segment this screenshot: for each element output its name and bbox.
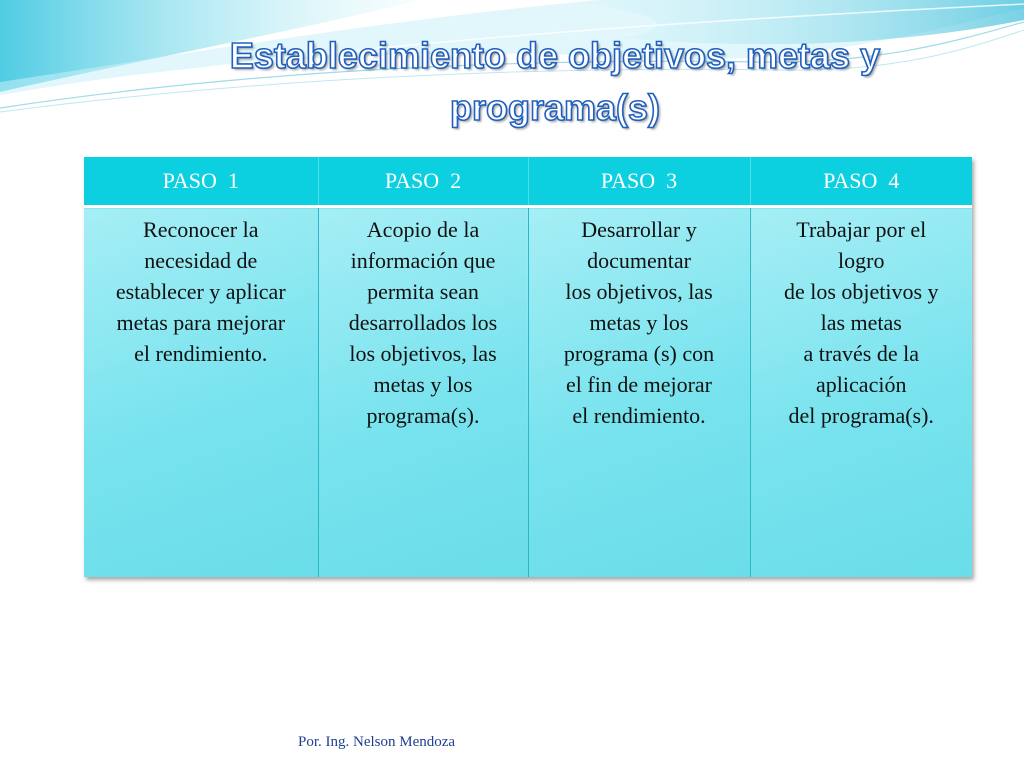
table-row (84, 207, 972, 578)
cell-line: necesidad de (144, 248, 258, 273)
cell-line: de los objetivos y (783, 279, 939, 304)
cell-step-2 (318, 207, 528, 578)
cell-line: Reconocer la (143, 217, 259, 242)
slide-title-line-2: programa(s) (449, 87, 661, 128)
header-step-3: PASO 3 (528, 157, 750, 207)
cell-line: permita sean (367, 279, 479, 304)
cell-line: los objetivos, las (565, 279, 713, 304)
table-header-row (84, 157, 972, 207)
slide-title (150, 30, 960, 134)
header-step-4: PASO 4 (750, 157, 972, 207)
cell-line: logro (838, 248, 885, 273)
cell-line: metas para mejorar (116, 310, 286, 335)
cell-line: información que (350, 248, 496, 273)
cell-line: Desarrollar y (581, 217, 697, 242)
cell-line: programa (s) con (563, 341, 715, 366)
cell-line: Trabajar por el (796, 217, 927, 242)
slide-footer-author: Por. Ing. Nelson Mendoza (298, 734, 456, 750)
cell-line: el rendimiento. (134, 341, 268, 366)
cell-line: a través de la (803, 341, 919, 366)
cell-line: desarrollados los (348, 310, 498, 335)
header-step-2: PASO 2 (318, 157, 528, 207)
cell-line: aplicación (816, 372, 907, 397)
cell-line: el fin de mejorar (566, 372, 712, 397)
cell-line: documentar (587, 248, 691, 273)
cell-line: Acopio de la (366, 217, 480, 242)
cell-line: del programa(s). (788, 403, 934, 428)
cell-line: el rendimiento. (572, 403, 706, 428)
cell-step-1 (84, 207, 318, 578)
steps-table (84, 157, 972, 577)
cell-line: los objetivos, las (349, 341, 497, 366)
cell-line: establecer y aplicar (115, 279, 286, 304)
slide-title-line-1: Establecimiento de objetivos, metas y (229, 35, 881, 76)
cell-line: metas y los (373, 372, 473, 397)
cell-step-3 (528, 207, 750, 578)
cell-line: las metas (820, 310, 902, 335)
cell-step-4 (750, 207, 972, 578)
header-step-1: PASO 1 (84, 157, 318, 207)
cell-line: programa(s). (366, 403, 480, 428)
cell-line: metas y los (589, 310, 689, 335)
